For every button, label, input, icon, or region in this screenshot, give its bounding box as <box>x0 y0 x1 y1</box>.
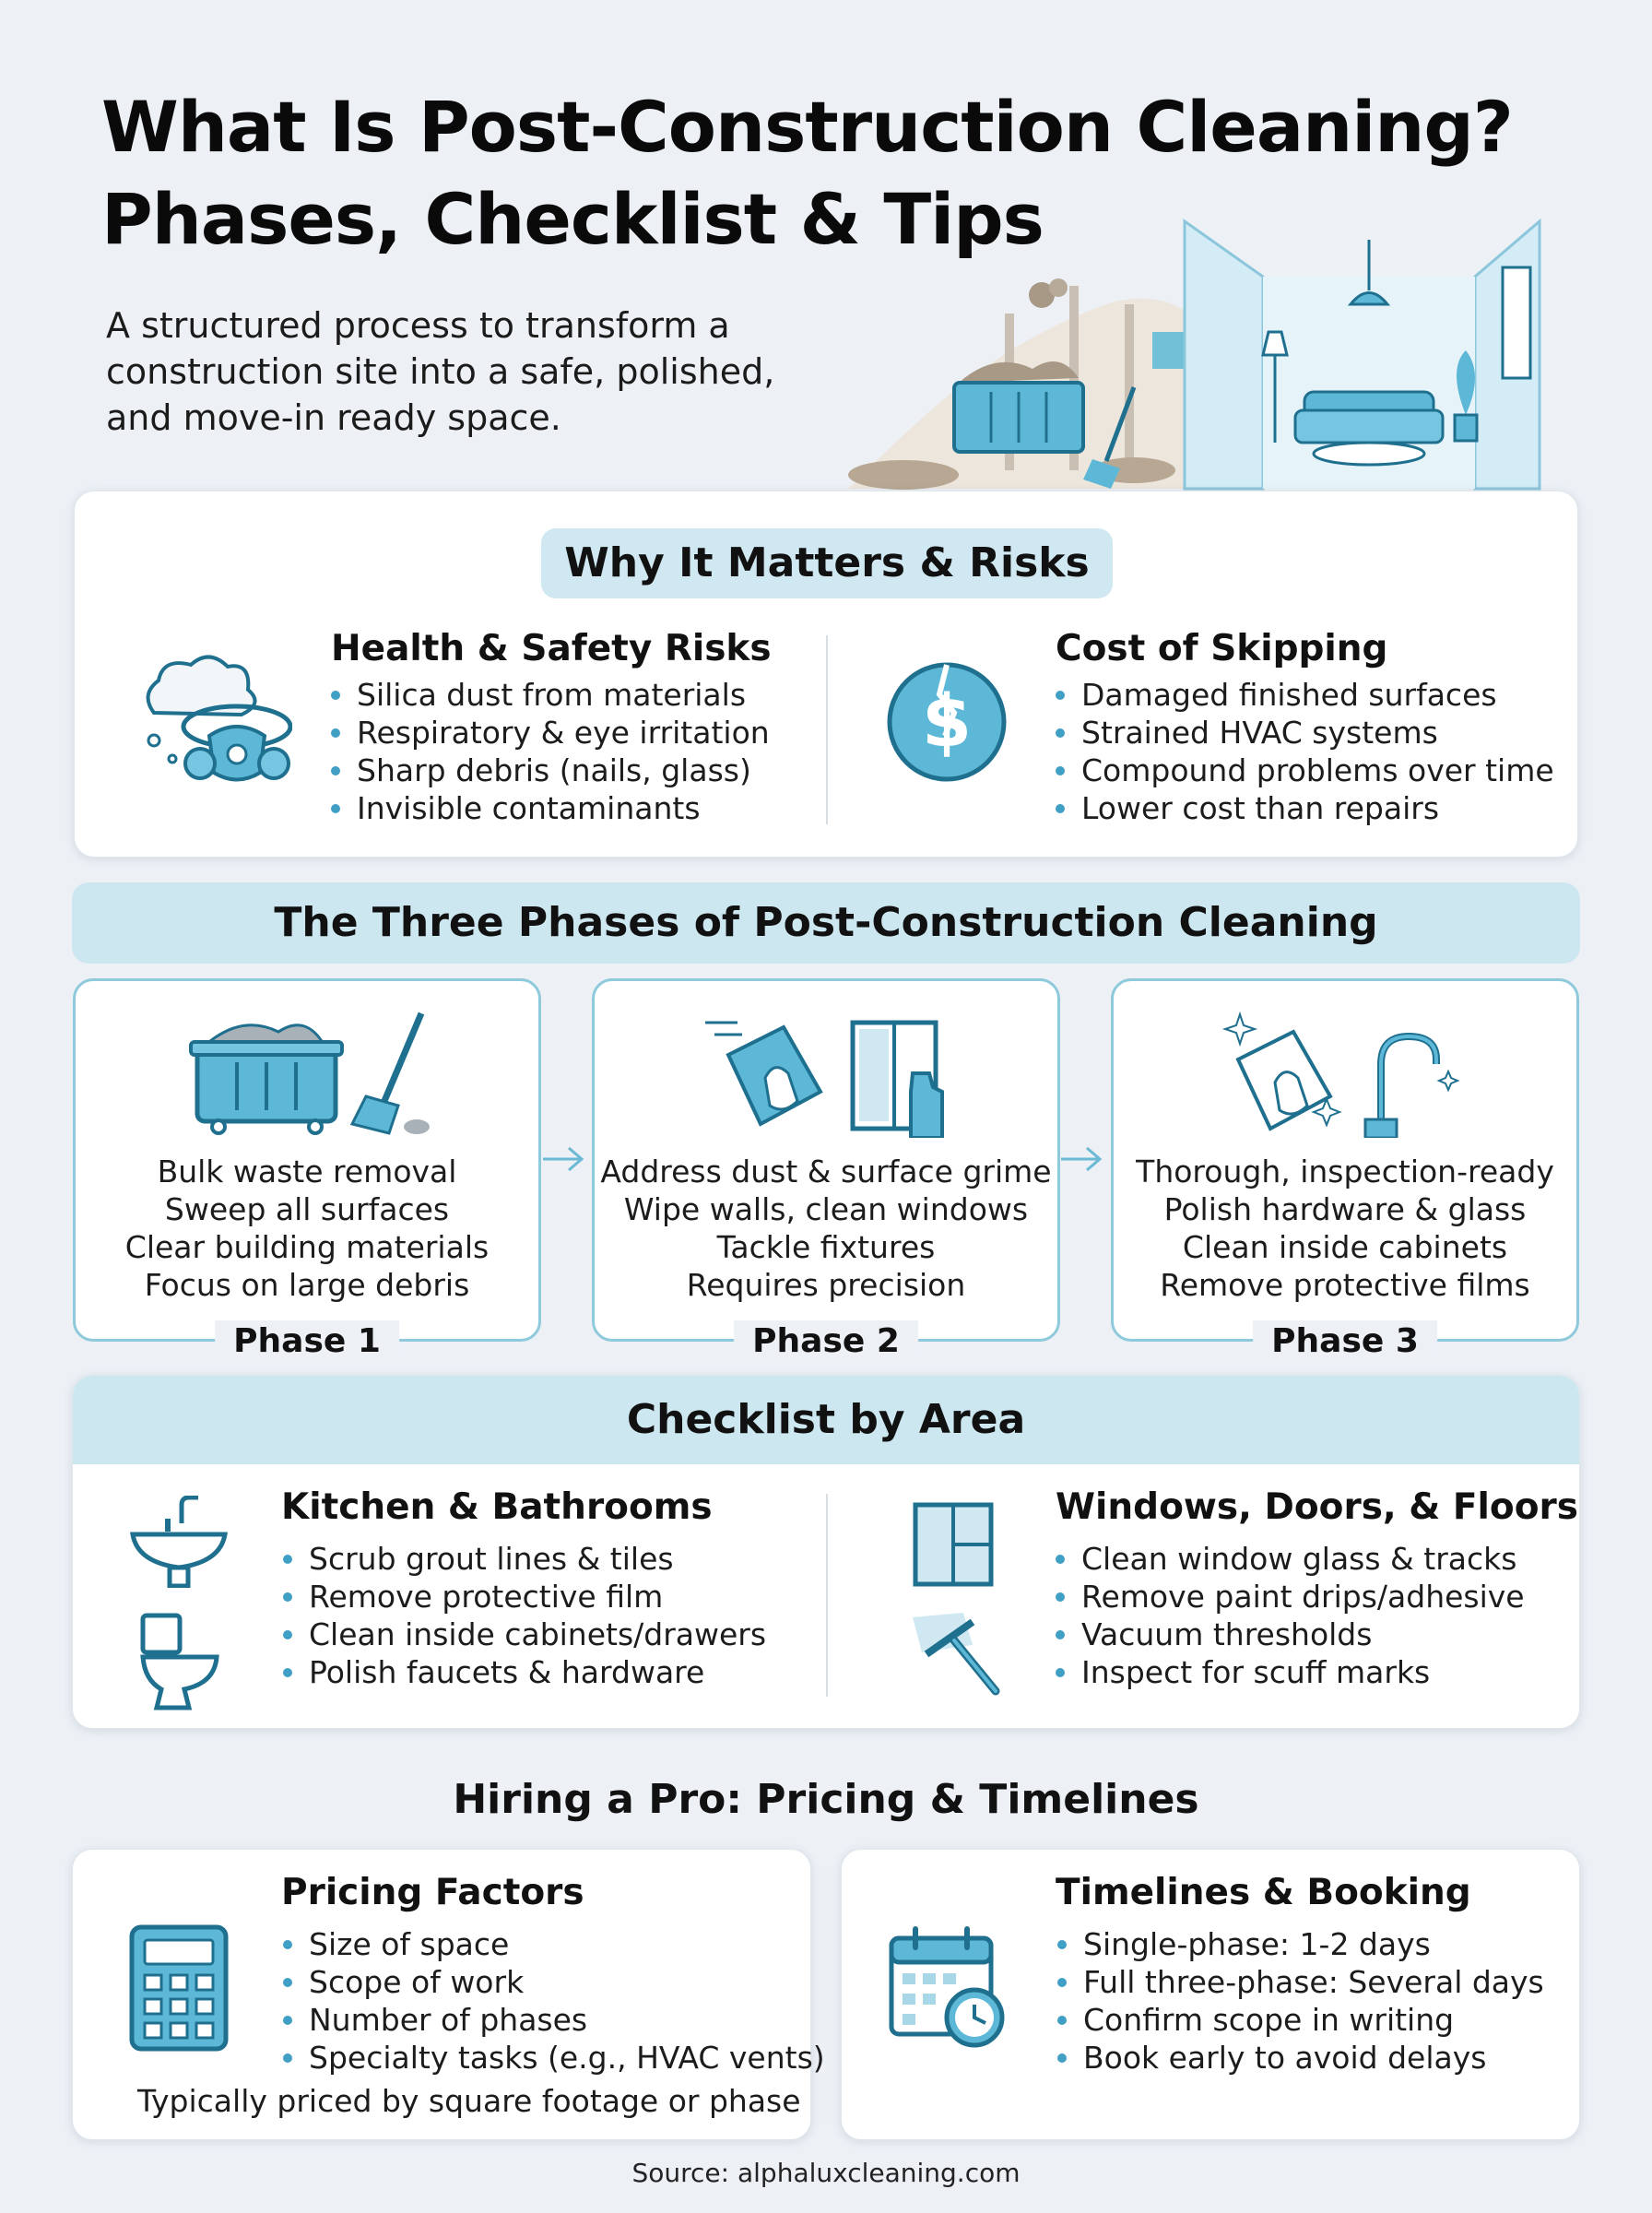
list-item: Confirm scope in writing <box>1056 2001 1544 2039</box>
list-item: Silica dust from materials <box>329 676 770 714</box>
calculator-icon <box>128 1923 230 2053</box>
list-item: Full three-phase: Several days <box>1056 1963 1544 2001</box>
pricing-card <box>72 1849 825 2140</box>
list-item: Clean window glass & tracks <box>1054 1540 1525 1578</box>
checklist-card <box>72 1375 1580 1729</box>
phase-line: Sweep all surfaces <box>164 1191 450 1227</box>
arrow-right-icon <box>1059 1143 1103 1175</box>
list-item: Size of space <box>281 1925 825 1963</box>
list-item: Damaged finished surfaces <box>1054 676 1554 714</box>
list-item: Compound problems over time <box>1054 751 1554 789</box>
calendar-clock-icon <box>888 1925 1008 2050</box>
phase-line: Remove protective films <box>1160 1267 1530 1303</box>
phase-line: Clear building materials <box>124 1229 490 1265</box>
list-item: Book early to avoid delays <box>1056 2039 1544 2077</box>
phase-3-lines <box>1114 1153 1576 1304</box>
list-item: Remove protective film <box>281 1578 766 1615</box>
toilet-icon <box>134 1611 226 1712</box>
phase-line: Requires precision <box>686 1267 966 1303</box>
list-item: Clean inside cabinets/drawers <box>281 1615 766 1653</box>
list-item: Remove paint drips/adhesive <box>1054 1578 1525 1615</box>
windows-doors-list <box>1054 1540 1525 1691</box>
cloth-window-spray-icon <box>701 1009 968 1138</box>
pricing-note: Typically priced by square footage or phase <box>137 2083 801 2119</box>
phase-line: Focus on large debris <box>144 1267 470 1303</box>
list-item: Scope of work <box>281 1963 825 2001</box>
phase-2-lines <box>595 1153 1057 1304</box>
list-item: Lower cost than repairs <box>1054 789 1554 827</box>
timelines-card <box>841 1849 1580 2140</box>
cloth-faucet-sparkle-icon <box>1220 1009 1469 1138</box>
divider <box>826 635 828 824</box>
phase-3-card <box>1111 978 1579 1360</box>
phase-line: Wipe walls, clean windows <box>623 1191 1029 1227</box>
phase-1-lines <box>76 1153 538 1304</box>
subtitle <box>106 302 807 441</box>
health-risks-title: Health & Safety Risks <box>331 628 772 669</box>
why-matters-card <box>74 491 1578 858</box>
phase-line: Address dust & surface grime <box>600 1154 1052 1189</box>
phase-line: Polish hardware & glass <box>1163 1191 1527 1227</box>
subtitle-line-1: A structured process to transform a <box>106 305 730 346</box>
timelines-booking-list <box>1056 1925 1544 2077</box>
sink-icon <box>128 1496 230 1588</box>
phase-2-label: Phase 2 <box>734 1320 918 1363</box>
cost-skipping-title: Cost of Skipping <box>1056 628 1388 669</box>
kitchen-bathrooms-title: Kitchen & Bathrooms <box>281 1486 713 1528</box>
phase-line: Tackle fixtures <box>716 1229 936 1265</box>
phases-heading: The Three Phases of Post-Construction Cleaning <box>72 882 1580 964</box>
list-item: Invisible contaminants <box>329 789 770 827</box>
phase-line: Clean inside cabinets <box>1182 1229 1508 1265</box>
list-item: Respiratory & eye irritation <box>329 714 770 751</box>
squeegee-icon <box>908 1608 1009 1700</box>
pricing-factors-list <box>281 1925 825 2077</box>
subtitle-line-3: and move-in ready space. <box>106 397 561 438</box>
dumpster-broom-icon <box>186 1009 444 1138</box>
phase-1-label: Phase 1 <box>215 1320 399 1363</box>
why-matters-heading: Why It Matters & Risks <box>541 528 1113 598</box>
kitchen-bathrooms-list <box>281 1540 766 1691</box>
phase-3-label: Phase 3 <box>1253 1320 1437 1363</box>
arrow-right-icon <box>541 1143 585 1175</box>
list-item: Scrub grout lines & tiles <box>281 1540 766 1578</box>
windows-doors-title: Windows, Doors, & Floors <box>1056 1486 1578 1528</box>
title-line-1: What Is Post-Construction Cleaning? <box>101 86 1513 168</box>
phase-1-card <box>73 978 541 1360</box>
hero-illustration <box>830 212 1549 493</box>
title-line-2: Phases, Checklist & Tips <box>101 178 1044 260</box>
phase-2-card <box>592 978 1060 1360</box>
pricing-factors-title: Pricing Factors <box>281 1872 584 1913</box>
cost-skipping-list <box>1054 676 1554 827</box>
timelines-booking-title: Timelines & Booking <box>1056 1872 1471 1913</box>
source-credit: Source: alphaluxcleaning.com <box>631 2158 1021 2188</box>
list-item: Polish faucets & hardware <box>281 1653 766 1691</box>
list-item: Specialty tasks (e.g., HVAC vents) <box>281 2039 825 2077</box>
divider <box>826 1494 828 1697</box>
list-item: Strained HVAC systems <box>1054 714 1554 751</box>
svg-text:$: $ <box>921 680 973 763</box>
list-item: Sharp debris (nails, glass) <box>329 751 770 789</box>
list-item: Vacuum thresholds <box>1054 1615 1525 1653</box>
checklist-heading: Checklist by Area <box>73 1376 1579 1464</box>
hiring-heading: Hiring a Pro: Pricing & Timelines <box>453 1776 1199 1823</box>
phase-line: Thorough, inspection-ready <box>1136 1154 1554 1189</box>
broken-dollar-icon <box>882 657 1011 787</box>
list-item: Number of phases <box>281 2001 825 2039</box>
health-risks-list <box>329 676 770 827</box>
respirator-dust-icon <box>136 648 292 796</box>
list-item: Single-phase: 1-2 days <box>1056 1925 1544 1963</box>
list-item: Inspect for scuff marks <box>1054 1653 1525 1691</box>
window-icon <box>912 1501 995 1589</box>
subtitle-line-2: construction site into a safe, polished, <box>106 351 775 392</box>
phase-line: Bulk waste removal <box>157 1154 457 1189</box>
